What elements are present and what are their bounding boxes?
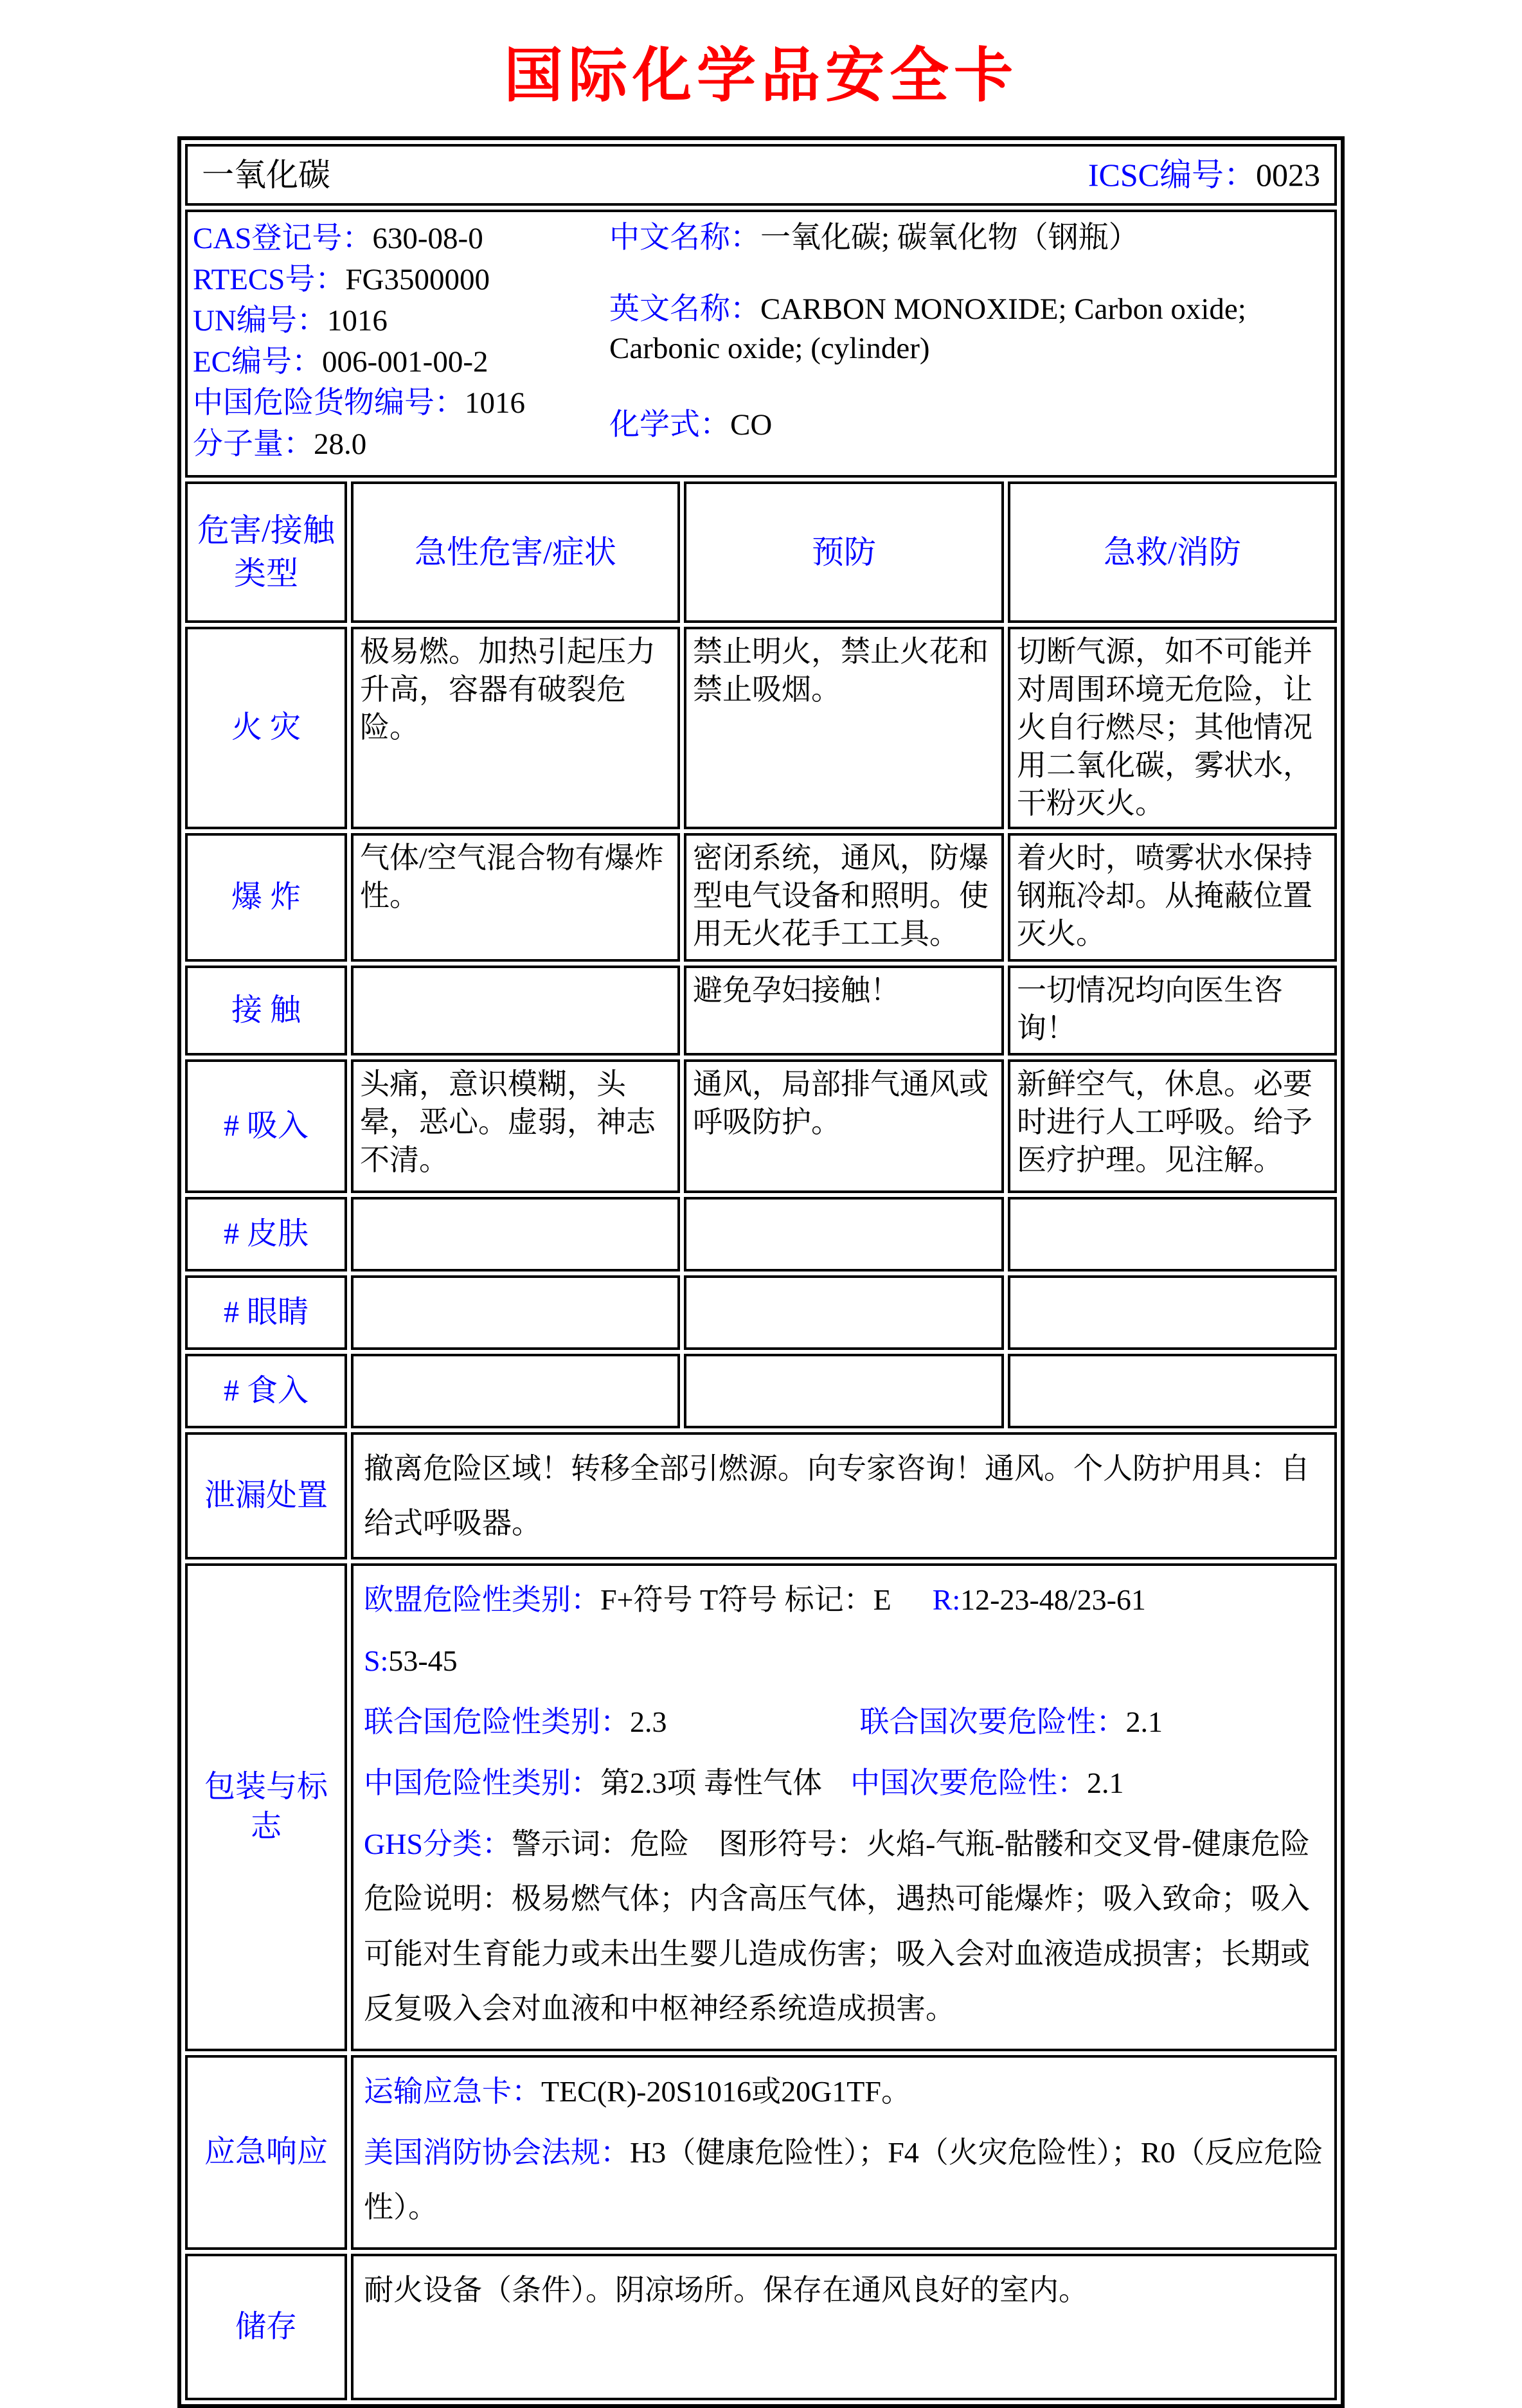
fire-prevention: 禁止明火，禁止火花和禁止吸烟。 — [684, 627, 1004, 829]
fire-response: 切断气源，如不可能并对周围环境无危险，让火自行燃尽；其他情况用二氧化碳，雾状水，干粉灭火。 — [1008, 627, 1337, 829]
identifier-list — [193, 219, 609, 465]
row-label-emergency: 应急响应 — [185, 2055, 347, 2250]
ghs-line: GHS分类：警示词：危险 图形符号：火焰-气瓶-骷髅和交叉骨-健康危险 危险说明：极易燃气体；内含高压气体，遇热可能爆炸；吸入致命；吸入可能对生育能力或未出生婴儿造成伤害；吸入会对血液造成损害；长期或反复吸入会对血液和中枢神经系统造成损害。 — [363, 1828, 1339, 2025]
skin-response — [1008, 1197, 1337, 1271]
hazard-row-ingestion — [185, 1354, 1337, 1428]
tec-line: 运输应急卡：TEC(R)-20S1016或20G1TF。 — [363, 2074, 911, 2108]
explosion-prevention: 密闭系统，通风，防爆型电气设备和照明。使用无火花手工工具。 — [684, 833, 1004, 962]
un-number: UN编号：1016 — [192, 303, 388, 337]
hazard-row-inhalation — [185, 1059, 1337, 1193]
icsc-number — [1088, 154, 1320, 195]
page-title: 国际化学品安全卡 — [503, 43, 1018, 109]
chemical-name: 一氧化碳 — [201, 157, 330, 193]
formula-line: 化学式：CO — [609, 408, 773, 442]
un-class-line: 联合国危险性类别：2.3 联合国次要危险性：2.1 — [363, 1705, 1163, 1739]
icsc-number-label: ICSC编号： — [1088, 157, 1257, 193]
emergency-row — [185, 2055, 1337, 2250]
eyes-response — [1008, 1275, 1337, 1350]
icsc-table — [177, 136, 1345, 2408]
name-row — [185, 144, 1337, 206]
packaging-row — [185, 1563, 1337, 2051]
row-label-packaging: 包装与标志 — [185, 1563, 347, 2051]
header-response: 急救/消防 — [1008, 481, 1337, 623]
r-phrase-value: 12-23-48/23-61 — [960, 1583, 1146, 1616]
emergency-cell — [351, 2055, 1337, 2250]
skin-symptoms — [351, 1197, 680, 1271]
name-list — [609, 219, 1329, 465]
rtecs-number: RTECS号：FG3500000 — [192, 262, 490, 296]
cas-number: CAS登记号：630-08-0 — [192, 222, 483, 255]
hazard-header-row — [185, 481, 1337, 623]
header-symptoms: 急性危害/症状 — [351, 481, 680, 623]
header-hazard-type: 危害/接触类型 — [185, 481, 347, 623]
row-label-fire: 火 灾 — [185, 627, 347, 829]
icsc-number-value: 0023 — [1256, 157, 1321, 193]
header-prevention: 预防 — [684, 481, 1004, 623]
ec-number: EC编号：006-001-00-2 — [192, 345, 488, 379]
inhalation-symptoms: 头痛，意识模糊，头晕，恶心。虚弱，神志不清。 — [351, 1059, 680, 1193]
eu-hazard-line: 欧盟危险性类别：F+符号 T符号 标记：E R:12-23-48/23-61 — [363, 1583, 1146, 1616]
identifiers-row — [185, 210, 1337, 478]
eyes-symptoms — [351, 1275, 680, 1350]
molecular-weight: 分子量：28.0 — [192, 427, 367, 461]
fire-symptoms: 极易燃。加热引起压力升高，容器有破裂危险。 — [351, 627, 680, 829]
hazard-row-contact — [185, 966, 1337, 1056]
ingestion-symptoms — [351, 1354, 680, 1428]
row-label-storage: 储存 — [185, 2254, 347, 2400]
explosion-response: 着火时，喷雾状水保持钢瓶冷却。从掩蔽位置灭火。 — [1008, 833, 1337, 962]
storage-row — [185, 2254, 1337, 2400]
ingestion-response — [1008, 1354, 1337, 1428]
eyes-prevention — [684, 1275, 1004, 1350]
english-name-line: 英文名称：CARBON MONOXIDE; Carbon oxide; Carbonic oxide; (cylinder) — [609, 292, 1246, 366]
row-label-contact: 接 触 — [185, 966, 347, 1056]
row-label-explosion: 爆 炸 — [185, 833, 347, 962]
ingestion-prevention — [684, 1354, 1004, 1428]
cn-class-line: 中国危险性类别：第2.3项 毒性气体 中国次要危险性：2.1 — [363, 1766, 1124, 1800]
row-label-ingestion: # 食入 — [185, 1354, 347, 1428]
nfpa-line: 美国消防协会法规：H3（健康危险性）；F4（火灾危险性）；R0（反应危险性）。 — [363, 2135, 1323, 2224]
contact-prevention: 避免孕妇接触！ — [684, 966, 1004, 1056]
contact-symptoms — [351, 966, 680, 1056]
china-dg-number: 中国危险货物编号：1016 — [192, 386, 525, 420]
spill-row — [185, 1432, 1337, 1559]
contact-response: 一切情况均向医生咨询！ — [1008, 966, 1337, 1056]
storage-text: 耐火设备（条件）。阴凉场所。保存在通风良好的室内。 — [351, 2254, 1337, 2400]
hazard-row-skin — [185, 1197, 1337, 1271]
hazard-row-fire — [185, 627, 1337, 829]
hazard-row-eyes — [185, 1275, 1337, 1350]
s-phrase-line: S:53-45 — [363, 1644, 458, 1678]
explosion-symptoms: 气体/空气混合物有爆炸性。 — [351, 833, 680, 962]
identifiers-cell — [185, 210, 1337, 478]
row-label-spill: 泄漏处置 — [185, 1432, 347, 1559]
r-phrase-label: R: — [932, 1583, 961, 1616]
inhalation-prevention: 通风，局部排气通风或呼吸防护。 — [684, 1059, 1004, 1193]
hazard-row-explosion — [185, 833, 1337, 962]
chinese-name-line: 中文名称：一氧化碳; 碳氧化物（钢瓶） — [609, 221, 1139, 255]
skin-prevention — [684, 1197, 1004, 1271]
inhalation-response: 新鲜空气，休息。必要时进行人工呼吸。给予医疗护理。见注解。 — [1008, 1059, 1337, 1193]
packaging-cell — [351, 1563, 1337, 2051]
row-label-skin: # 皮肤 — [185, 1197, 347, 1271]
row-label-eyes: # 眼睛 — [185, 1275, 347, 1350]
name-cell — [185, 144, 1337, 206]
row-label-inhalation: # 吸入 — [185, 1059, 347, 1193]
spill-text: 撤离危险区域！转移全部引燃源。向专家咨询！通风。个人防护用具：自给式呼吸器。 — [351, 1432, 1337, 1559]
